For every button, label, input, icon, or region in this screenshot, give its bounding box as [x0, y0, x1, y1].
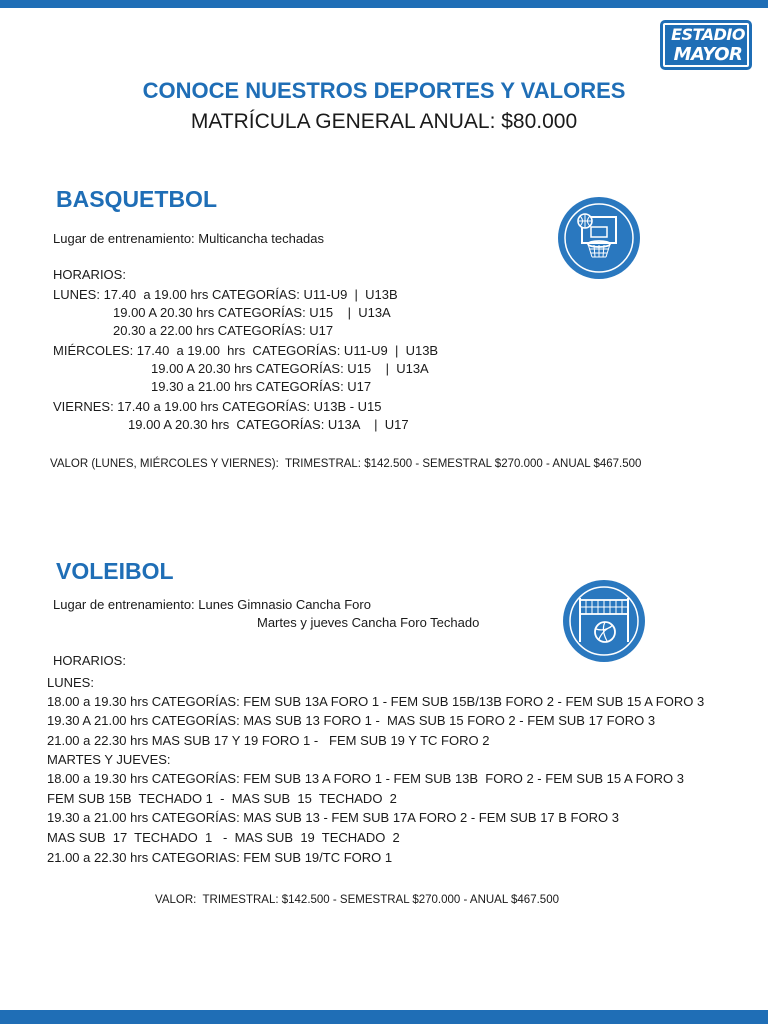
voleibol-lugar-1: Lugar de entrenamiento: Lunes Gimnasio Cancha Foro [53, 597, 371, 612]
basquetbol-horarios-label: HORARIOS: [53, 267, 126, 282]
voleibol-schedule-line: MAS SUB 17 TECHADO 1 - MAS SUB 19 TECHADO 2 [47, 830, 400, 845]
voleibol-horarios-label: HORARIOS: [53, 653, 126, 668]
voleibol-title: VOLEIBOL [56, 558, 174, 584]
basquetbol-title: BASQUETBOL [56, 186, 217, 212]
voleibol-schedule-line: 21.00 a 22.30 hrs MAS SUB 17 Y 19 FORO 1 - FEM SUB 19 Y TC FORO 2 [47, 733, 490, 748]
basketball-hoop-icon [558, 197, 640, 279]
basquetbol-schedule-line: LUNES: 17.40 a 19.00 hrs CATEGORÍAS: U11-U9 | U13B [53, 287, 398, 302]
volleyball-net-icon [563, 580, 645, 662]
voleibol-schedule-line: 19.30 A 21.00 hrs CATEGORÍAS: MAS SUB 13 FORO 1 - MAS SUB 15 FORO 2 - FEM SUB 17 FORO 3 [47, 713, 656, 728]
basquetbol-schedule-line: MIÉRCOLES: 17.40 a 19.00 hrs CATEGORÍAS: U11-U9 | U13B [53, 343, 439, 358]
page-title: CONOCE NUESTROS DEPORTES Y VALORES [142, 78, 626, 103]
logo-line-2: MAYOR [673, 44, 743, 65]
voleibol-schedule-line: 19.30 a 21.00 hrs CATEGORÍAS: MAS SUB 13 - FEM SUB 17A FORO 2 - FEM SUB 17 B FORO 3 [47, 810, 619, 825]
basquetbol-schedule-line: 19.00 A 20.30 hrs CATEGORÍAS: U15 | U13A [151, 361, 429, 376]
basquetbol-schedule-line: 20.30 a 22.00 hrs CATEGORÍAS: U17 [113, 323, 334, 338]
basquetbol-schedule-line: 19.00 A 20.30 hrs CATEGORÍAS: U15 | U13A [113, 305, 391, 320]
basquetbol-schedule-line: 19.00 A 20.30 hrs CATEGORÍAS: U13A | U17 [128, 417, 409, 432]
estadio-mayor-logo [660, 20, 752, 70]
basquetbol-schedule-line: 19.30 a 21.00 hrs CATEGORÍAS: U17 [151, 379, 372, 394]
basquetbol-valor: VALOR (LUNES, MIÉRCOLES Y VIERNES): TRIMESTRAL: $142.500 - SEMESTRAL $270.000 - ANUAL $467.500 [50, 458, 642, 470]
voleibol-schedule-line: 18.00 a 19.30 hrs CATEGORÍAS: FEM SUB 13 A FORO 1 - FEM SUB 13B FORO 2 - FEM SUB 15 A FORO 3 [47, 771, 684, 786]
page-subtitle: MATRÍCULA GENERAL ANUAL: $80.000 [190, 110, 578, 133]
voleibol-schedule-line: MARTES Y JUEVES: [47, 752, 171, 767]
basquetbol-schedule-line: VIERNES: 17.40 a 19.00 hrs CATEGORÍAS: U13B - U15 [53, 399, 382, 414]
bottom-accent-bar [0, 1010, 768, 1024]
voleibol-schedule-line: LUNES: [47, 675, 94, 690]
voleibol-schedule-line: 21.00 a 22.30 hrs CATEGORIAS: FEM SUB 19/TC FORO 1 [47, 850, 393, 865]
logo-line-1: ESTADIO [671, 25, 745, 44]
basquetbol-lugar: Lugar de entrenamiento: Multicancha techadas [53, 231, 325, 246]
voleibol-lugar-2: Martes y jueves Cancha Foro Techado [257, 615, 480, 630]
voleibol-valor: VALOR: TRIMESTRAL: $142.500 - SEMESTRAL $270.000 - ANUAL $467.500 [155, 894, 559, 906]
voleibol-schedule-line: FEM SUB 15B TECHADO 1 - MAS SUB 15 TECHADO 2 [47, 791, 397, 806]
voleibol-schedule-line: 18.00 a 19.30 hrs CATEGORÍAS: FEM SUB 13A FORO 1 - FEM SUB 15B/13B FORO 2 - FEM SUB 15 A FORO 3 [47, 694, 705, 709]
top-accent-bar [0, 0, 768, 8]
